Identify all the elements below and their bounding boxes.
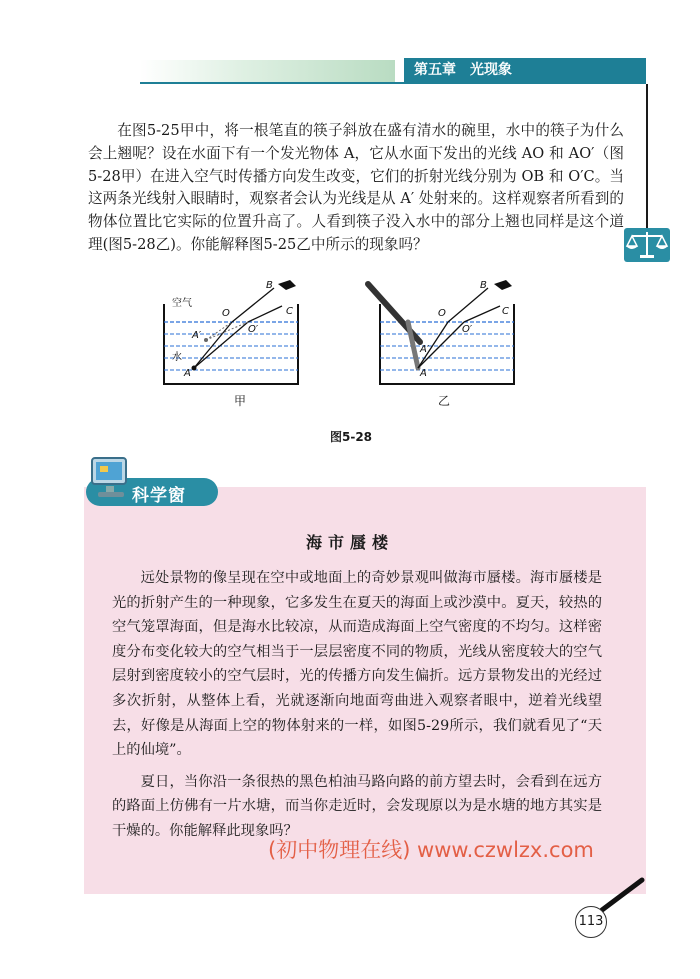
label-O2-left: O′ (248, 324, 259, 335)
figure-label: 图5-28 (330, 430, 373, 444)
label-A2-left: A′ (192, 330, 202, 341)
label-A2-right: A′ (420, 344, 430, 355)
science-body (112, 566, 602, 844)
label-C-left: C (286, 306, 293, 317)
science-paragraph-1: 远处景物的像呈现在空中或地面上的奇妙景观叫做海市蜃楼。海市蜃楼是光的折射产生的一种现象，它多发生在夏天的海面上或沙漠中。夏天，较热的空气笼罩海面，但是海水比较凉，从而造成海面上空气密度的不均匀。这样密度分布变化较大的空气相当于一层层密度不同的物质，光线从密度较大的空气层射到密度较小的空气层时，光的传播方向发生偏折。远方景物发出的光经过多次折射，从整体上看，光就逐渐向地面弯曲进入观察者眼中，逆着光线望去，好像是从海面上空的物体射来的一样，如图5-29所示，我们就看见了“天上的仙境”。 (112, 570, 602, 759)
label-A-right: A (420, 368, 427, 379)
caption-right: 乙 (438, 394, 451, 408)
magnifier-handle-icon (598, 876, 648, 916)
computer-icon (86, 452, 138, 504)
figure-right (368, 280, 514, 384)
label-O-right: O (438, 308, 446, 319)
chapter-header: 第五章 光现象 (404, 58, 646, 82)
watermark: (初中物理在线) www.czwlzx.com (268, 838, 594, 862)
label-B-right: B (480, 280, 487, 291)
air-label: 空气 (172, 298, 192, 309)
label-O2-right: O′ (462, 324, 473, 335)
header-gradient-bar (140, 60, 395, 82)
balance-scale-icon (624, 228, 670, 262)
refraction-figures (150, 276, 550, 436)
label-C-right: C (502, 306, 509, 317)
science-title: 海市蜃楼 (305, 533, 394, 552)
figure-left (164, 280, 298, 384)
side-vertical-line (646, 84, 648, 234)
label-O-left: O (222, 308, 230, 319)
header-rule (140, 82, 646, 84)
intro-paragraph: 在图5-25甲中，将一根笔直的筷子斜放在盛有清水的碗里，水中的筷子为什么会上翘呢？设在水面下有一个发光物体 A，它从水面下发出的光线 AO 和 AO′（图5-28甲）在进入空气时传播方向发生改变，它们的折射光线分别为 OB 和 O′C。当这两条光线射入眼睛时，观察者会认为光线是从 A′ 处射来的。这样观察者所看到的物体位置比它实际的位置升高了。人看到筷子没入水中的部分上翘也同样是这个道理(图5-28乙)。你能解释图5-25乙中所示的现象吗？ (88, 122, 624, 253)
label-A-left: A (184, 368, 191, 379)
caption-left: 甲 (234, 394, 247, 408)
page-number: 113 (575, 906, 607, 938)
science-paragraph-2: 夏日，当你沿一条很热的黑色柏油马路向路的前方望去时，会看到在远方的路面上仿佛有一片水塘，而当你走近时，会发现原以为是水塘的地方其实是干燥的。你能解释此现象吗？ (112, 773, 602, 839)
water-label: 水 (172, 352, 182, 363)
science-window-label: 科学窗 (132, 486, 186, 506)
label-B-left: B (266, 280, 273, 291)
